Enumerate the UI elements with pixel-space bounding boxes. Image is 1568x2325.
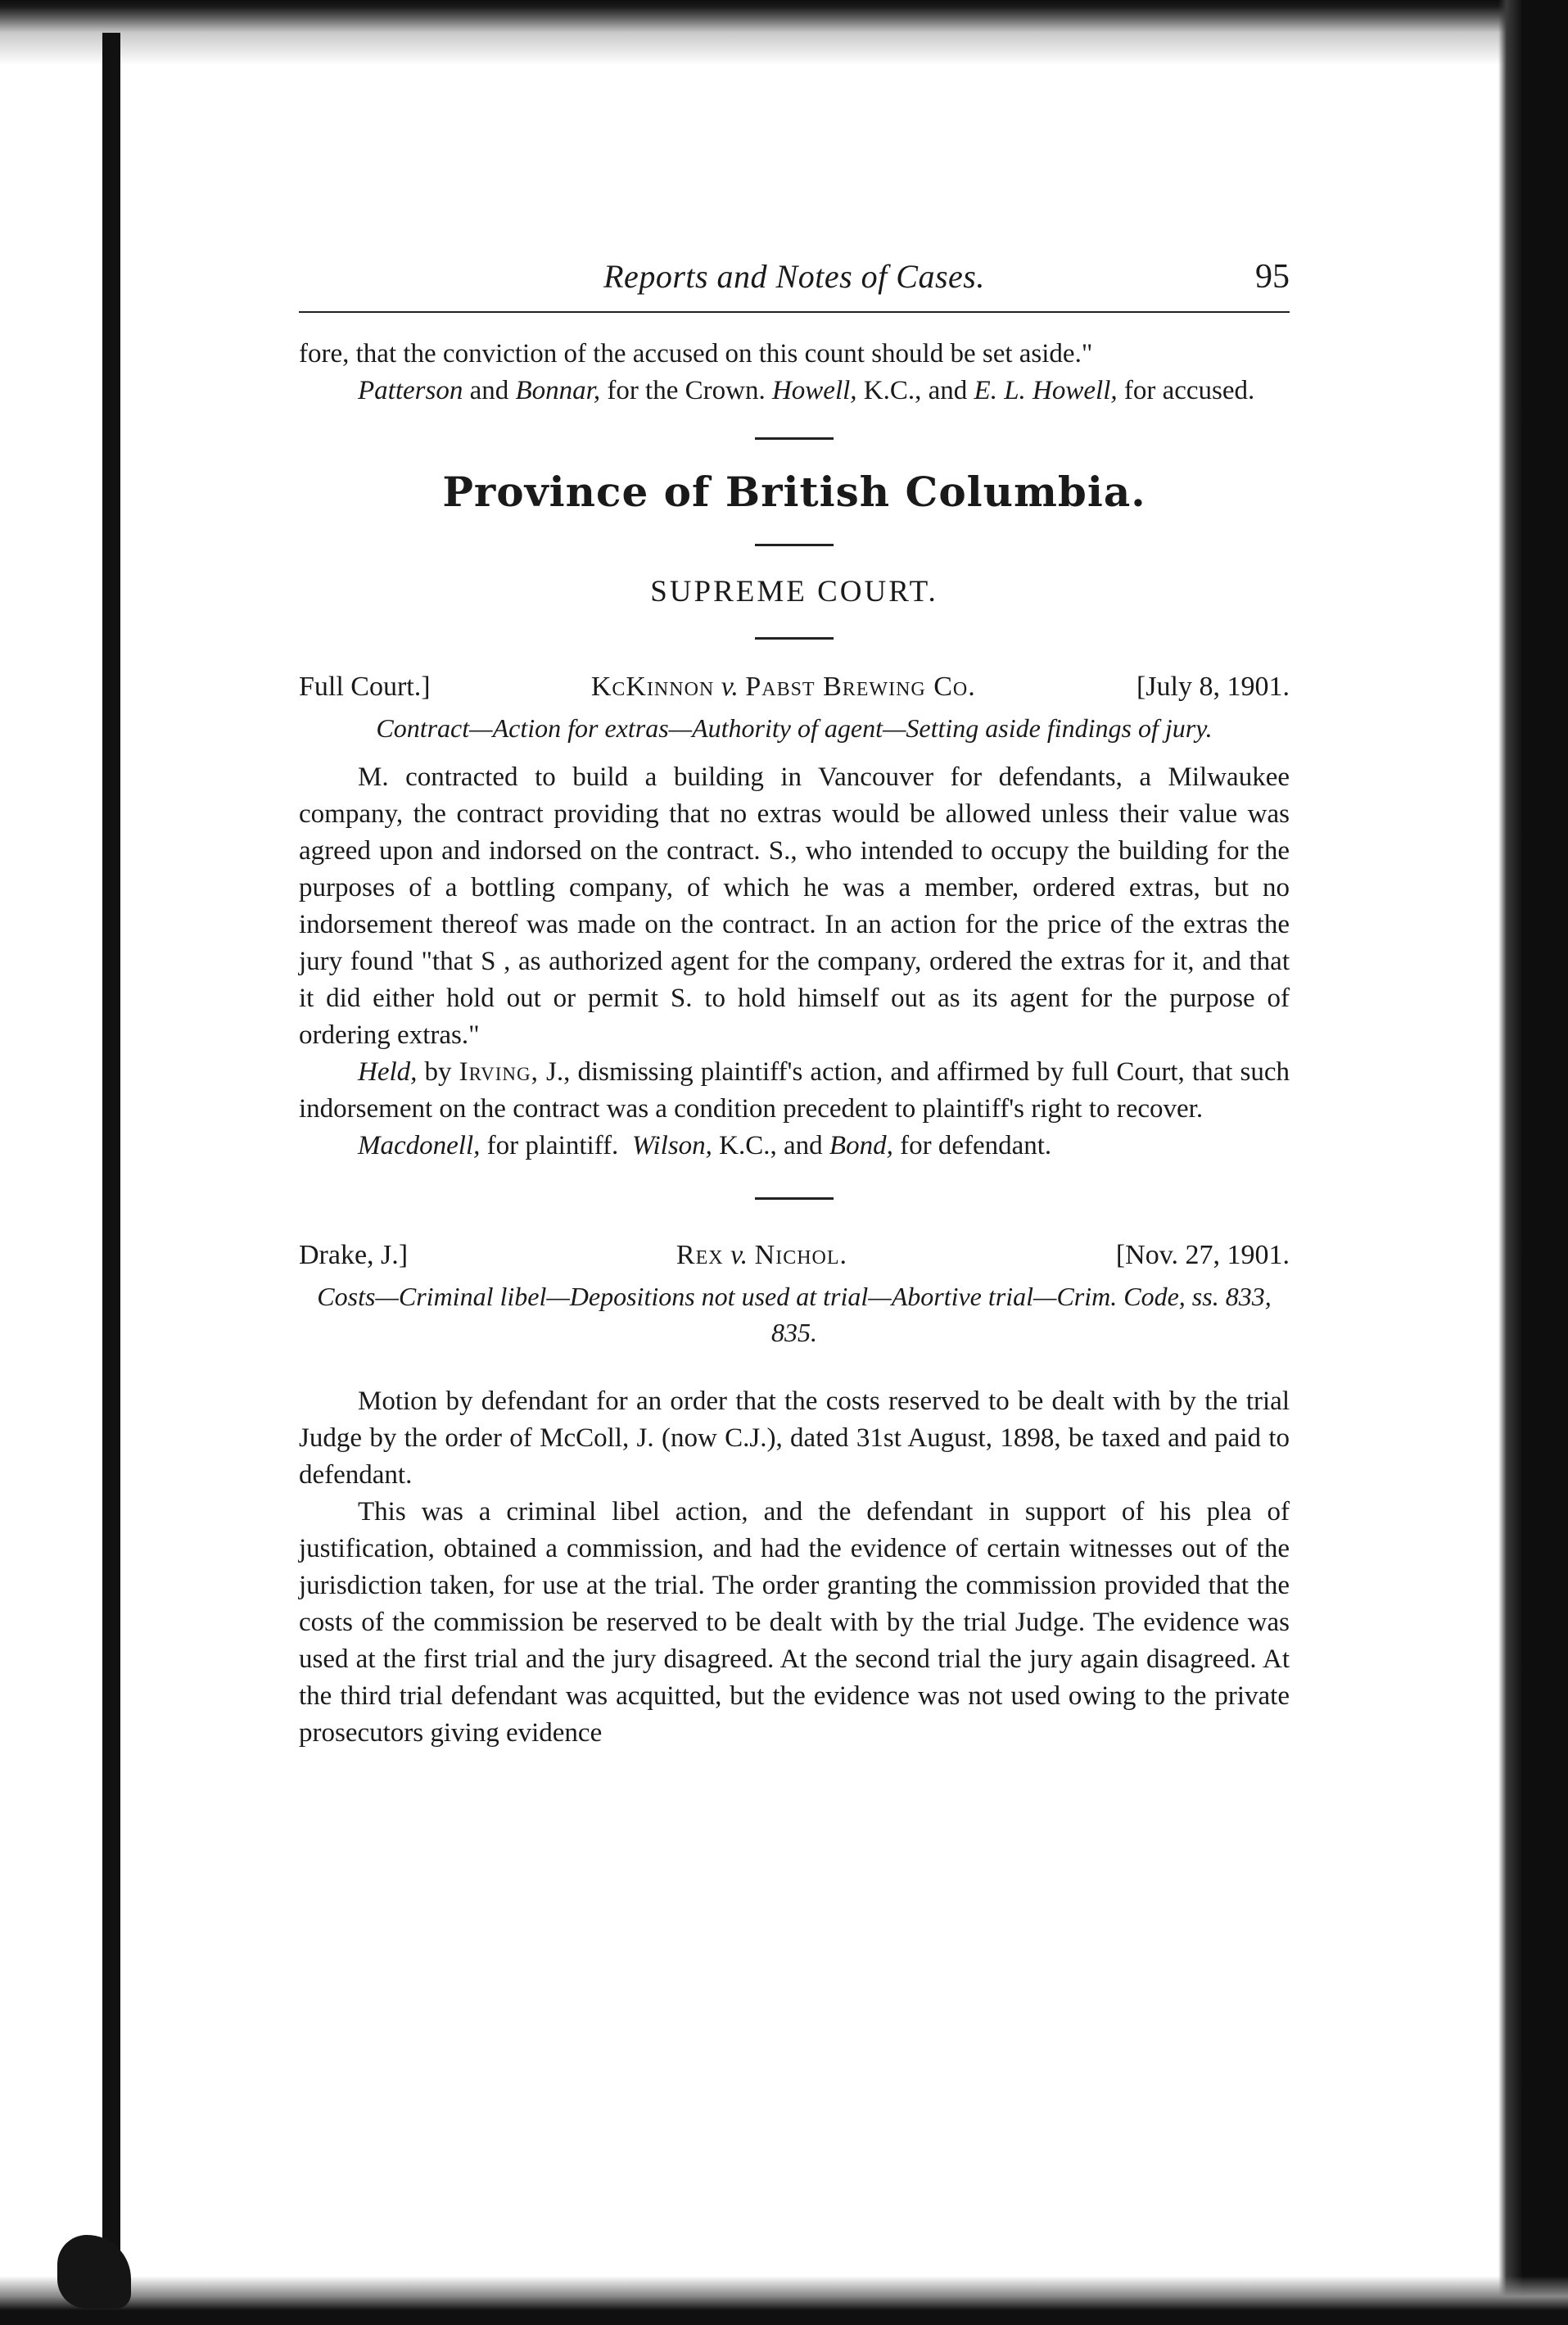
text: K.C., and: [863, 376, 968, 405]
counsel-name: Patterson: [358, 376, 463, 405]
case-date: [July 8, 1901.: [1136, 672, 1290, 702]
text: for plaintiff.: [486, 1131, 619, 1160]
case-date: [Nov. 27, 1901.: [1115, 1240, 1290, 1270]
text: for defendant.: [900, 1131, 1052, 1160]
text: for the Crown.: [607, 376, 766, 405]
versus: v.: [721, 672, 739, 702]
page-content: [299, 246, 1290, 1752]
counsel-name: Wilson,: [631, 1131, 712, 1160]
counsel-name: Howell,: [771, 376, 857, 405]
party-name: Nichol.: [754, 1240, 848, 1270]
versus: v.: [730, 1240, 748, 1270]
header-rule: [299, 311, 1290, 313]
running-title: Reports and Notes of Cases.: [603, 258, 985, 295]
scan-edge-bottom: [0, 2276, 1568, 2325]
page-header: [299, 246, 1290, 311]
catchwords: Contract—Action for extras—Authority of agent—Setting aside findings of jury.: [376, 713, 1213, 743]
case-paragraph: Motion by defendant for an order that the costs reserved to be dealt with by the trial Judge by the order of McColl, J. (now C.J.), dated 31st August, 1898, be taxed and paid to defendant.: [299, 1386, 1290, 1490]
case-title-line: [299, 1236, 1290, 1275]
counsel-paragraph: [299, 1128, 1290, 1165]
section-divider: [755, 544, 834, 546]
intro-paragraph: [299, 336, 1290, 409]
catchwords: Costs—Criminal libel—Depositions not used at trial—Abortive trial—Crim. Code, ss. 833, 835.: [317, 1282, 1272, 1347]
counsel-name: Bond,: [829, 1131, 893, 1160]
counsel-name: Bonnar,: [515, 376, 601, 405]
case-paragraph: M. contracted to build a building in Vancouver for defendants, a Milwaukee company, the contract providing that no extras would be allowed unless their value was agreed upon and indorsed on the contract. S., who intended to occupy the building for the purposes of a bottling company, of which he was a member, ordered extras, but no indorsement thereof was made on the contract. In an action for the price of the extras the jury found "that S , as authorized agent for the company, ordered the extras for it, and that it did either hold out or permit S. to hold himself out as its agent for the purpose of ordering extras.": [299, 762, 1290, 1050]
party-name: Pabst Brewing Co.: [745, 672, 976, 702]
court-heading: SUPREME COURT.: [650, 575, 938, 608]
page-number: 95: [1255, 258, 1290, 296]
judge-name: Irving,: [459, 1057, 539, 1087]
scan-edge-left: [102, 33, 120, 2318]
province-heading: Province of British Columbia.: [442, 468, 1146, 516]
court-label: Drake, J.]: [299, 1240, 409, 1270]
text: for accused.: [1123, 376, 1255, 405]
case-title-line: [299, 667, 1290, 707]
section-divider: [755, 437, 834, 440]
held-label: Held,: [358, 1057, 418, 1087]
held-paragraph: [299, 1054, 1290, 1128]
party-name: KcKinnon: [590, 672, 715, 702]
case-paragraph: This was a criminal libel action, and the defendant in support of his plea of justification, obtained a commission, and had the evidence of certain witnesses out of the jurisdiction taken, for use at the trial. The order granting the commission provided that the costs of the commission be reserved to be dealt with by the trial Judge. The evidence was used at the first trial and the jury disagreed. At the second trial the jury again disagreed. At the third trial defendant was acquitted, but the evidence was not used owing to the private prosecutors giving evidence: [299, 1497, 1290, 1748]
text: by: [424, 1057, 452, 1087]
text: and: [469, 376, 509, 405]
case-title: [591, 667, 976, 707]
intro-line: fore, that the conviction of the accused on this count should be set aside.": [299, 339, 1093, 369]
section-divider: [755, 637, 834, 640]
counsel-name: Macdonell,: [358, 1131, 481, 1160]
text: K.C., and: [719, 1131, 823, 1160]
court-label: Full Court.]: [299, 672, 431, 702]
case-title: [676, 1236, 847, 1275]
section-divider: [755, 1197, 834, 1200]
scan-edge-top: [0, 0, 1568, 66]
scan-edge-right: [1498, 0, 1568, 2325]
counsel-name: E. L. Howell,: [974, 376, 1118, 405]
text: J., dismissing plaintiff's action, and affirmed by full Court, that such indorsement on the contract was a condition precedent to plaintiff's right to recover.: [299, 1057, 1290, 1124]
party-name: Rex: [676, 1240, 724, 1270]
